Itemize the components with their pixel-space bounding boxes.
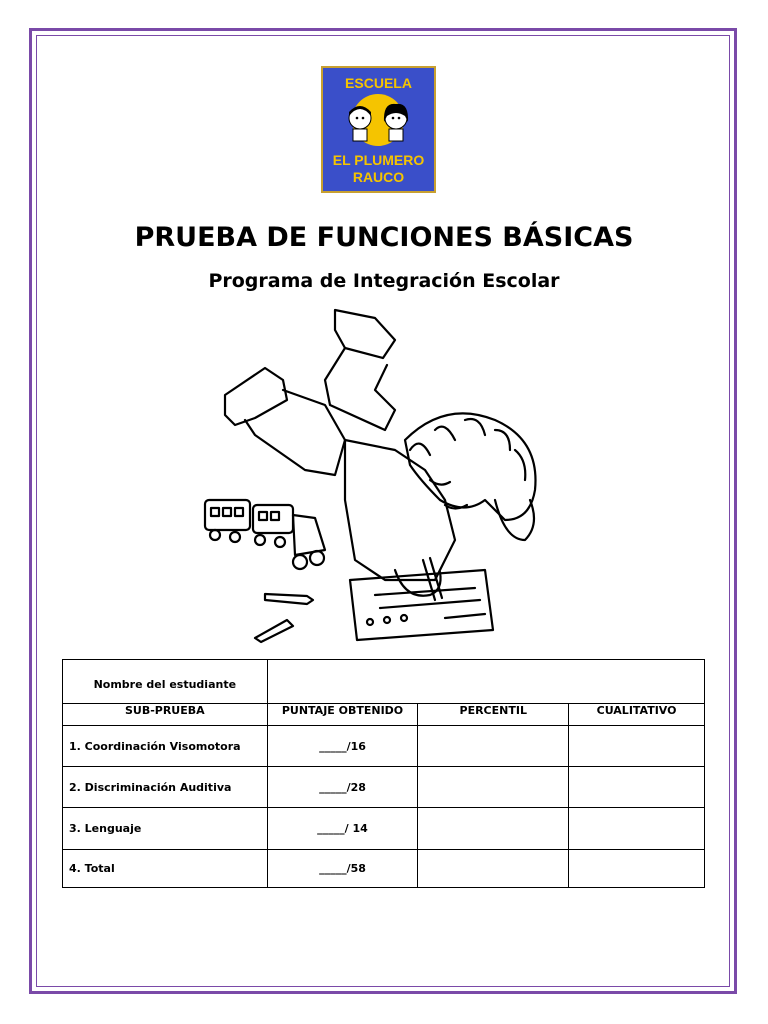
header-subprueba: SUB-PRUEBA (63, 704, 268, 726)
cualitativo-cell[interactable] (569, 767, 705, 808)
cualitativo-cell[interactable] (569, 726, 705, 767)
subtest-name: 4. Total (63, 850, 268, 888)
header-cualitativo: CUALITATIVO (569, 704, 705, 726)
table-header-row (63, 704, 705, 726)
child-drawing-illustration (195, 300, 565, 645)
percentil-cell[interactable] (418, 808, 569, 850)
page-title: PRUEBA DE FUNCIONES BÁSICAS (134, 222, 634, 253)
score-cell[interactable]: _____/28 (267, 767, 418, 808)
logo-line-1: ESCUELA (345, 75, 412, 91)
table-row (63, 808, 705, 850)
table-row (63, 767, 705, 808)
table-row (63, 726, 705, 767)
percentil-cell[interactable] (418, 850, 569, 888)
school-logo (321, 66, 436, 193)
header-percentil: PERCENTIL (418, 704, 569, 726)
logo-line-3: RAUCO (352, 169, 405, 185)
subtest-name: 2. Discriminación Auditiva (63, 767, 268, 808)
cualitativo-cell[interactable] (569, 850, 705, 888)
subtest-name: 3. Lenguaje (63, 808, 268, 850)
score-cell[interactable]: _____/ 14 (267, 808, 418, 850)
percentil-cell[interactable] (418, 726, 569, 767)
score-cell[interactable]: _____/16 (267, 726, 418, 767)
header-puntaje: PUNTAJE OBTENIDO (267, 704, 418, 726)
logo-children-icon (323, 90, 434, 148)
score-cell[interactable]: _____/58 (267, 850, 418, 888)
table-row (63, 850, 705, 888)
subtest-name: 1. Coordinación Visomotora (63, 726, 268, 767)
page-subtitle: Programa de Integración Escolar (208, 270, 560, 292)
cualitativo-cell[interactable] (569, 808, 705, 850)
student-name-row (63, 660, 705, 704)
student-name-label: Nombre del estudiante (63, 660, 268, 704)
logo-line-2: EL PLUMERO (332, 152, 425, 168)
percentil-cell[interactable] (418, 767, 569, 808)
student-name-field[interactable] (267, 660, 704, 704)
results-table (62, 659, 705, 888)
